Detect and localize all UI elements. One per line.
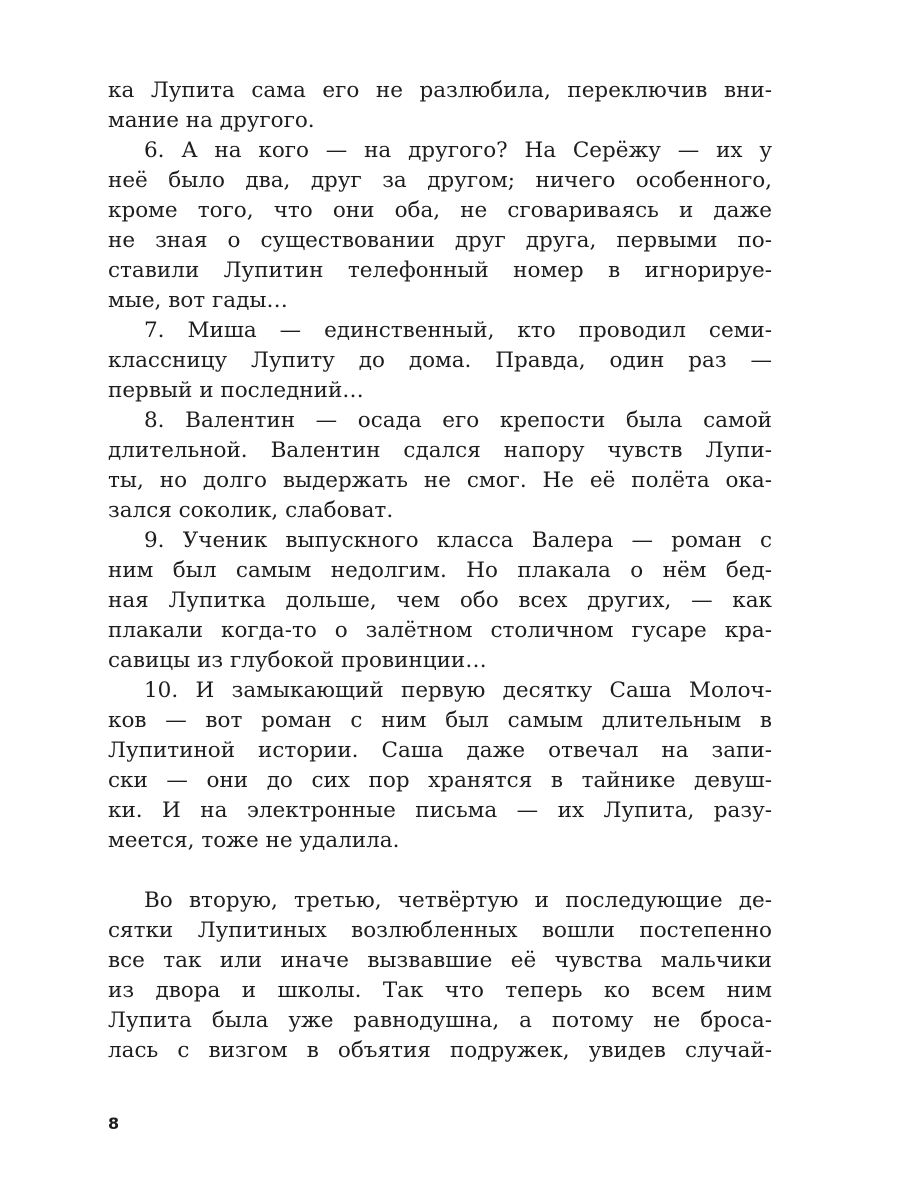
text-line: 10. И замыкающий первую десятку Саша Молоч- [144,678,772,703]
text-line: мые, вот гады… [108,288,288,313]
text-line: ты, но долго выдержать не смог. Не её полёта ока- [108,468,772,493]
text-line: неё было два, друг за другом; ничего особенного, [108,168,772,193]
page-text [108,76,772,1066]
text-line: ставили Лупитин телефонный номер в игнорируе- [108,258,772,283]
text-line: ная Лупитка дольше, чем обо всех других, — как [108,588,772,613]
text-line: Лупита была уже равнодушна, а потому не броса- [108,1008,772,1033]
text-line: Лупитиной истории. Саша даже отвечал на запи- [108,738,772,763]
text-line: мание на другого. [108,108,315,133]
text-line: все так или иначе вызвавшие её чувства мальчики [108,948,772,973]
text-line: меется, тоже не удалила. [108,828,400,853]
text-line: плакали когда-то о залётном столичном гусаре кра- [108,618,772,643]
text-line: длительной. Валентин сдался напору чувств Лупи- [108,438,772,463]
text-line: кроме того, что они оба, не сговариваясь и даже [108,198,772,223]
text-line: не зная о существовании друг друга, первыми по- [108,228,772,253]
text-line: савицы из глубокой провинции… [108,648,487,673]
text-line: классницу Лупиту до дома. Правда, один раз — [108,348,772,373]
text-line: Во вторую, третью, четвёртую и последующие де- [144,888,772,913]
text-line: ски — они до сих пор хранятся в тайнике девуш- [108,768,772,793]
text-line: зался соколик, слабоват. [108,498,394,523]
text-line: 7. Миша — единственный, кто проводил семи- [144,318,772,343]
page-number: 8 [108,1114,120,1133]
text-line: из двора и школы. Так что теперь ко всем ним [108,978,772,1003]
text-line: 8. Валентин — осада его крепости была самой [144,408,772,433]
text-line: сятки Лупитиных возлюбленных вошли постепенно [108,918,772,943]
paragraph-gap [108,856,772,886]
text-line: ков — вот роман с ним был самым длительным в [108,708,772,733]
text-line: лась с визгом в объятия подружек, увидев случай- [108,1038,772,1063]
text-line: ним был самым недолгим. Но плакала о нём бед- [108,558,772,583]
text-line: 6. А на кого — на другого? На Серёжу — их у [144,138,772,163]
text-line: ки. И на электронные письма — их Лупита, разу- [108,798,772,823]
text-line: ка Лупита сама его не разлюбила, переключив вни- [108,78,772,103]
text-line: 9. Ученик выпускного класса Валера — роман с [144,528,772,553]
text-line: первый и последний… [108,378,364,403]
